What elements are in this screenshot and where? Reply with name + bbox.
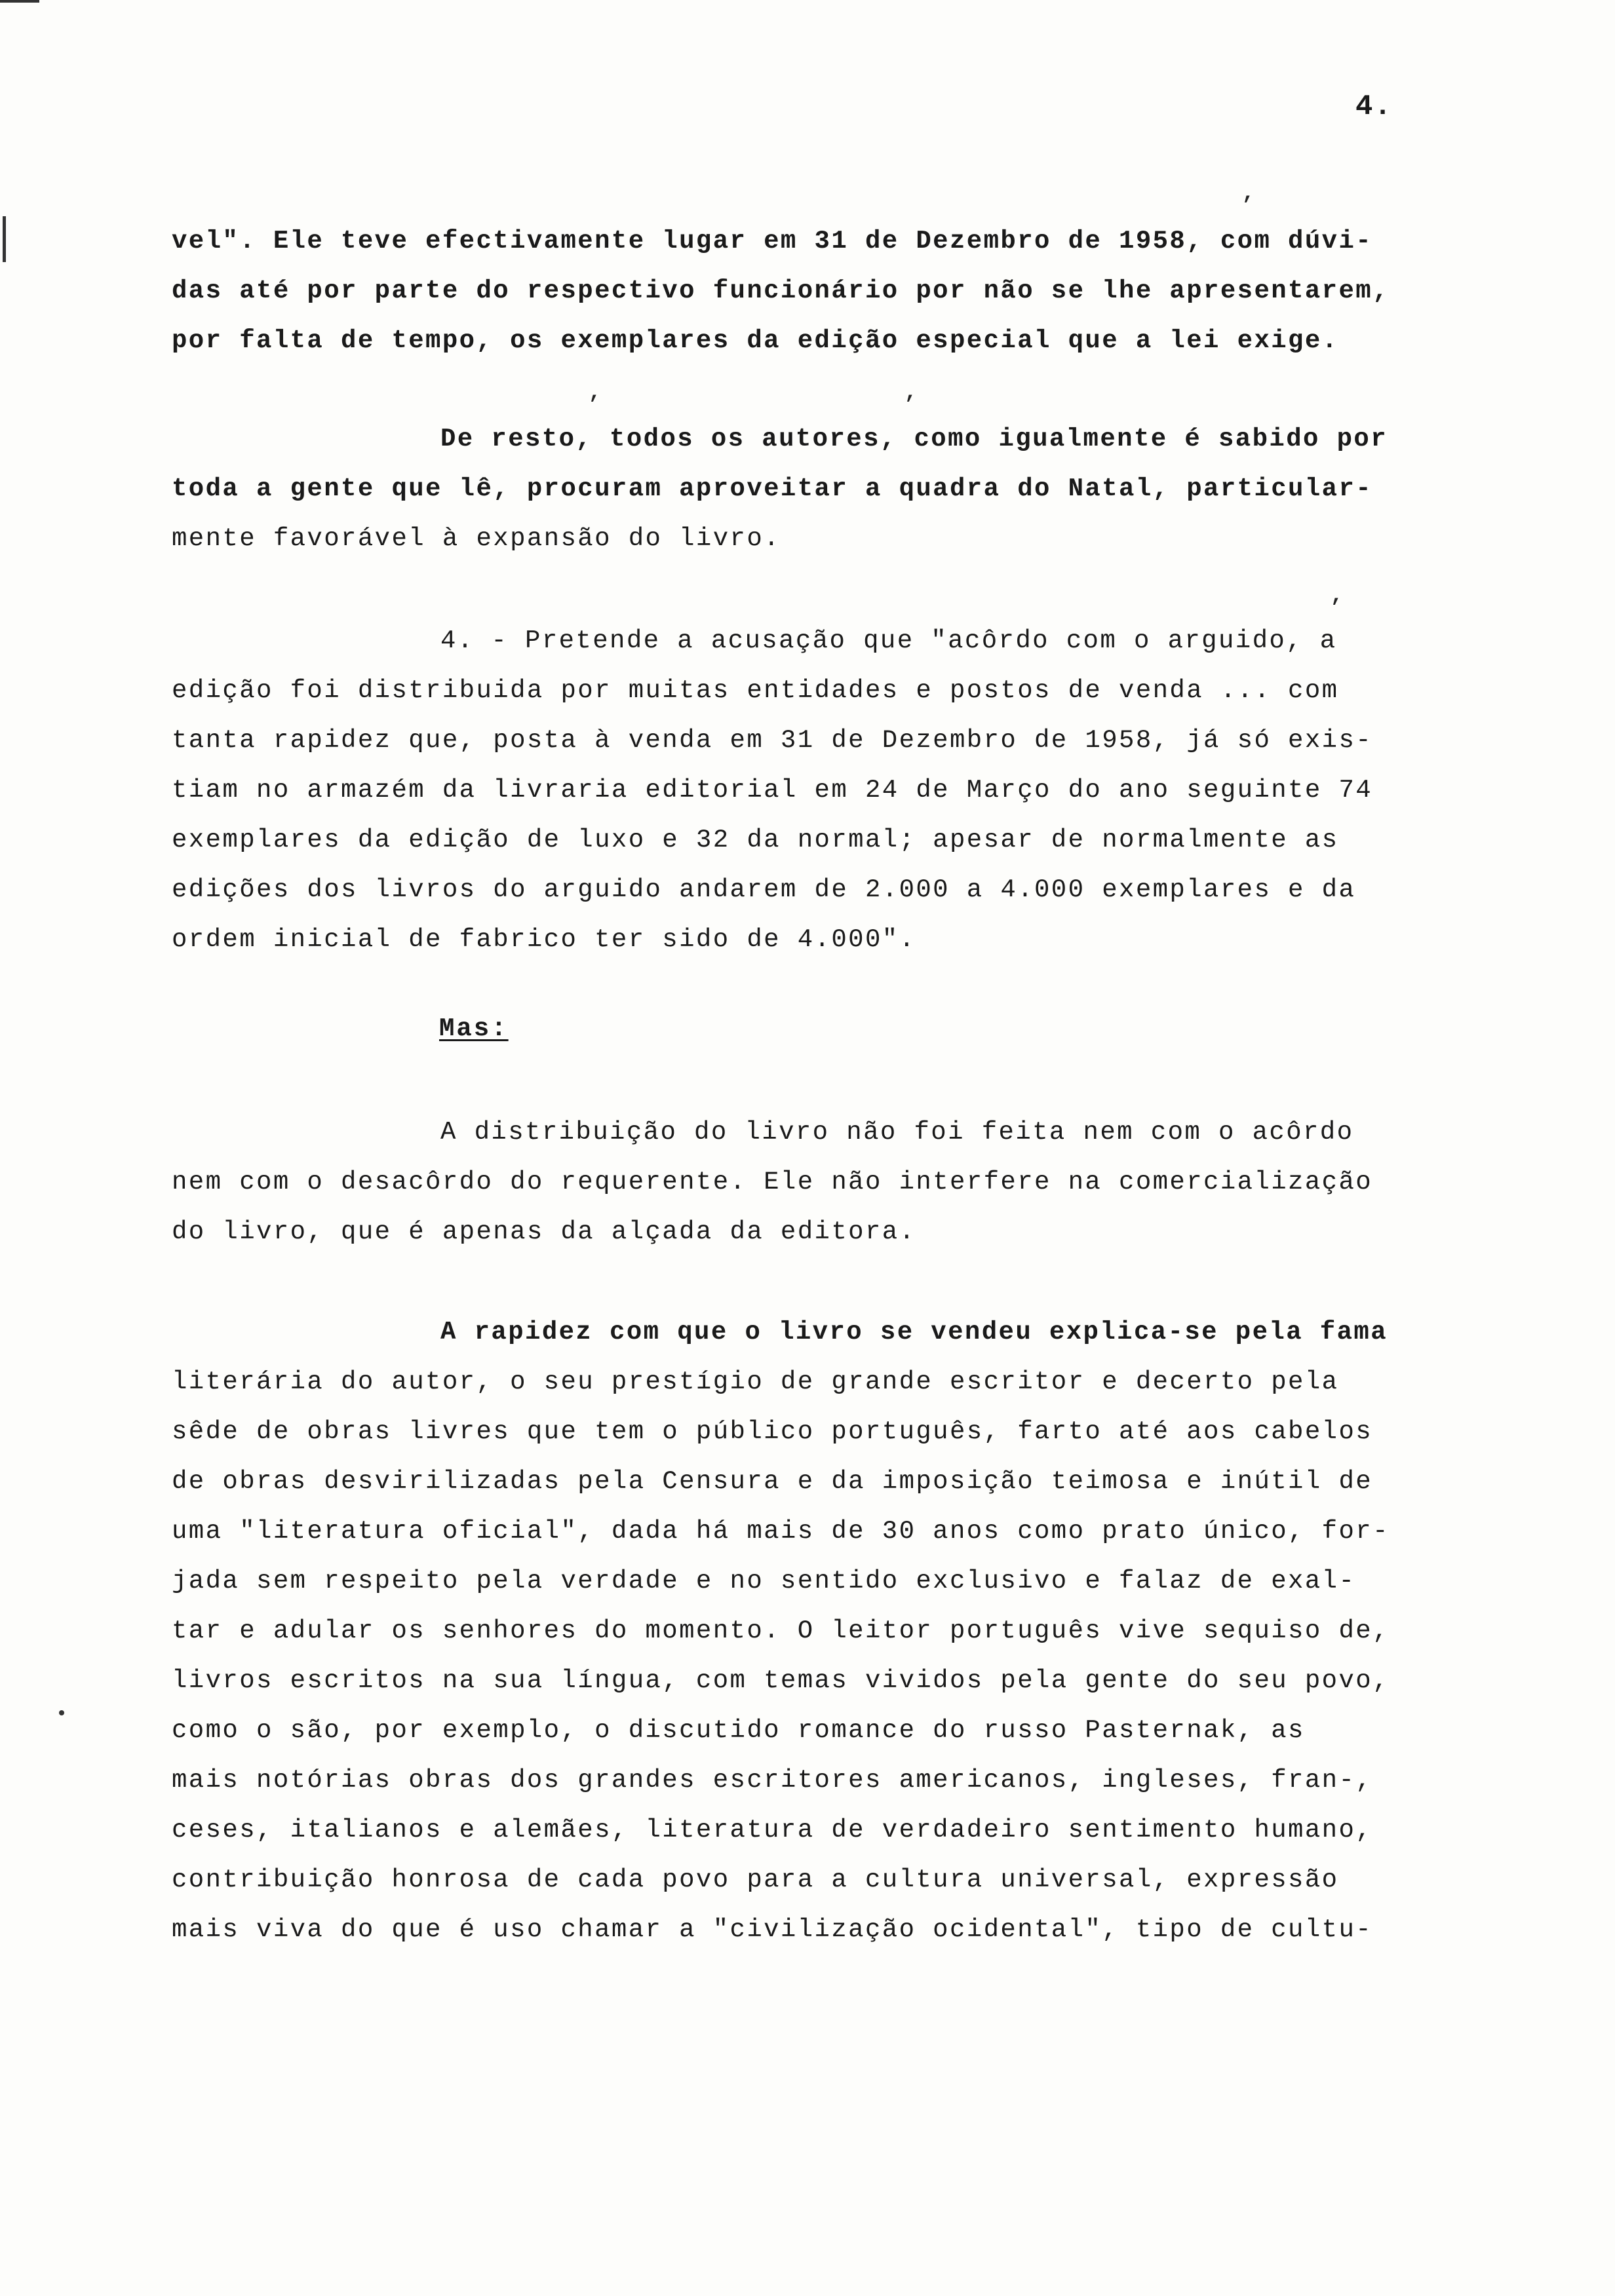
text-line: ceses, italianos e alemães, literatura de verdadeiro sentimento humano,: [172, 1816, 1373, 1845]
text-line: mais notórias obras dos grandes escritores americanos, ingleses, fran-,: [172, 1766, 1373, 1795]
text-line: de obras desvirilizadas pela Censura e da imposição teimosa e inútil de: [172, 1467, 1373, 1496]
paragraph-4: [172, 1107, 1450, 1257]
text-line: edição foi distribuida por muitas entidades e postos de venda ... com: [172, 676, 1339, 705]
text-line: A distribuição do livro não foi feita nem com o acôrdo: [440, 1118, 1354, 1147]
paragraph-1: [172, 216, 1450, 366]
page-number: 4.: [1355, 90, 1393, 123]
text-line: literária do autor, o seu prestígio de grande escritor e decerto pela: [172, 1368, 1339, 1396]
scan-edge-mark: [3, 216, 6, 262]
text-line: jada sem respeito pela verdade e no sentido exclusivo e falaz de exal-: [172, 1567, 1356, 1596]
text-line: nem com o desacôrdo do requerente. Ele não interfere na comercialização: [172, 1168, 1373, 1196]
text-line: sêde de obras livres que tem o público português, farto até aos cabelos: [172, 1417, 1373, 1446]
text-line: A rapidez com que o livro se vendeu explica-se pela fama: [440, 1318, 1388, 1347]
text-line: tar e adular os senhores do momento. O leitor português vive sequiso de,: [172, 1617, 1390, 1645]
scan-mark: ,: [589, 380, 602, 404]
scan-mark: ,: [905, 380, 918, 404]
text-line: das até por parte do respectivo funcionário por não se lhe apresentarem,: [172, 277, 1390, 305]
text-line: tiam no armazém da livraria editorial em 24 de Março do ano seguinte 74: [172, 776, 1373, 805]
text-line: 4. - Pretende a acusação que "acôrdo com o arguido, a: [440, 626, 1337, 655]
text-line: exemplares da edição de luxo e 32 da normal; apesar de normalmente as: [172, 826, 1339, 854]
paragraph-5: [172, 1307, 1450, 1955]
scan-edge-mark: [59, 1710, 64, 1715]
scan-mark: ,: [1331, 583, 1344, 607]
section-subheading: Mas:: [439, 1014, 509, 1043]
text-line: ordem inicial de fabrico ter sido de 4.000".: [172, 925, 916, 954]
text-line: tanta rapidez que, posta à venda em 31 de Dezembro de 1958, já só exis-: [172, 726, 1373, 755]
scan-edge-mark: [0, 0, 39, 3]
text-line: como o são, por exemplo, o discutido romance do russo Pasternak, as: [172, 1716, 1305, 1745]
paragraph-3: [172, 616, 1450, 965]
text-line: uma "literatura oficial", dada há mais de 30 anos como prato único, for-: [172, 1517, 1390, 1546]
text-line: vel". Ele teve efectivamente lugar em 31 de Dezembro de 1958, com dúvi-: [172, 227, 1373, 256]
text-line: edições dos livros do arguido andarem de 2.000 a 4.000 exemplares e da: [172, 875, 1356, 904]
text-line: por falta de tempo, os exemplares da edição especial que a lei exige.: [172, 326, 1339, 355]
paragraph-2: [172, 414, 1450, 564]
text-line: do livro, que é apenas da alçada da editora.: [172, 1217, 916, 1246]
text-line: toda a gente que lê, procuram aproveitar a quadra do Natal, particular-: [172, 474, 1373, 503]
text-line: mente favorável à expansão do livro.: [172, 524, 781, 553]
text-line: contribuição honrosa de cada povo para a cultura universal, expressão: [172, 1866, 1339, 1894]
text-line: livros escritos na sua língua, com temas vividos pela gente do seu povo,: [172, 1666, 1390, 1695]
scan-mark: ,: [1242, 181, 1255, 205]
text-line: De resto, todos os autores, como igualmente é sabido por: [440, 425, 1388, 453]
text-line: mais viva do que é uso chamar a "civilização ocidental", tipo de cultu-: [172, 1915, 1373, 1944]
